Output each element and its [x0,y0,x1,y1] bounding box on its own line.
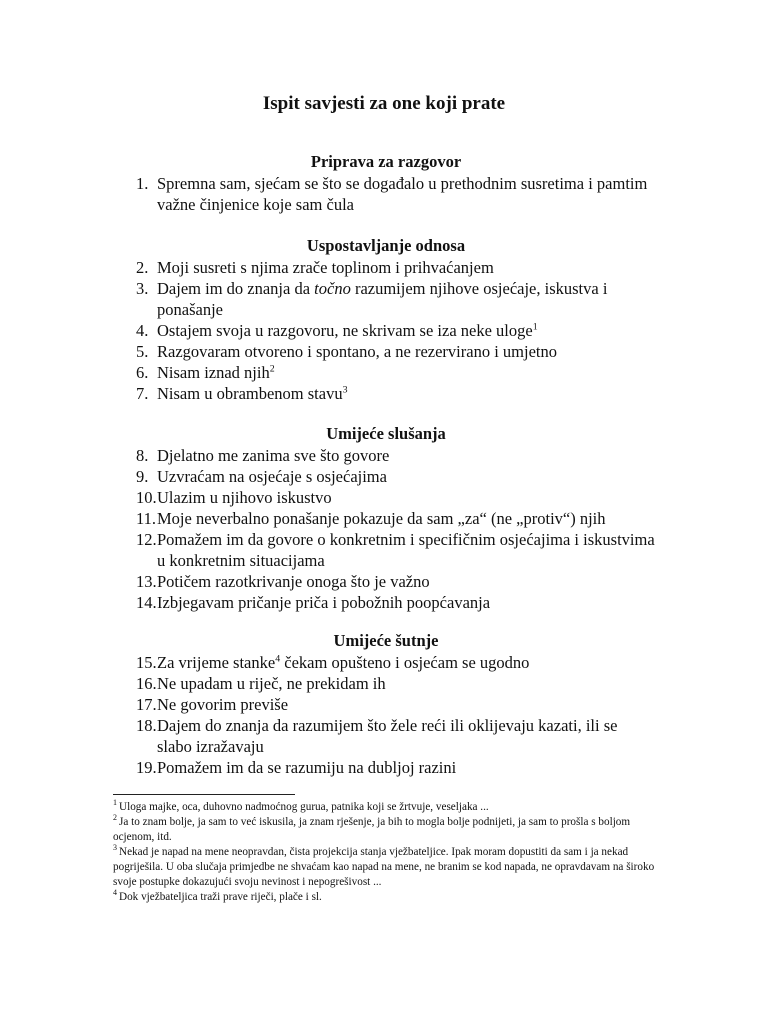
section-priprava [136,152,656,215]
footnote [113,890,658,905]
item-text: Moje neverbalno ponašanje pokazuje da sam „za“ (ne „protiv“) njih [157,509,606,528]
footnote-ref[interactable]: 3 [342,384,348,396]
item-text: Pomažem im da se razumiju na dubljoj razini [157,758,457,777]
item-number: 3. [136,279,149,298]
item-number: 4. [136,321,149,340]
section-slusanje [136,424,656,613]
list-item [136,173,656,215]
item-text-main: Ostajem svoja u razgovoru, ne skrivam se iza neke uloge [157,321,533,340]
footnote-mark: 1 [113,798,117,808]
list-item [136,715,656,757]
item-number: 12. [136,530,157,549]
footnote [113,800,658,815]
item-text: Djelatno me zanima sve što govore [157,446,390,465]
list-item [136,673,656,694]
footnote-text: Uloga majke, oca, duhovno nadmoćnog gurua, patnika koji se žrtvuje, veseljaka ... [119,801,489,813]
item-text-main: Nisam iznad njih [157,363,270,382]
item-text-post: čekam opušteno i osjećam se ugodno [280,653,530,672]
footnote-mark: 3 [113,843,117,853]
item-number: 13. [136,572,157,591]
item-number: 16. [136,674,157,693]
item-text [157,652,656,673]
footnote-separator [113,794,295,795]
item-number: 11. [136,509,157,528]
list-item [136,466,656,487]
list-item [136,757,656,778]
footnote-mark: 2 [113,813,117,823]
item-number: 2. [136,258,149,277]
item-number: 15. [136,653,157,672]
item-text-pre: Za vrijeme stanke [157,653,276,672]
section-heading: Uspostavljanje odnosa [306,236,466,255]
footnotes [113,800,658,905]
section-uspostavljanje [136,236,656,404]
list-item [136,694,656,715]
item-text-main: Nisam u obrambenom stavu [157,384,343,403]
section-heading: Umijeće šutnje [333,631,439,650]
list-item [136,508,656,529]
footnote-ref[interactable]: 4 [275,653,281,665]
item-number: 8. [136,446,149,465]
section-heading: Umijeće slušanja [326,424,446,443]
item-text-emphasis: točno [314,279,351,298]
item-text: Ne upadam u riječ, ne prekidam ih [157,674,386,693]
item-text [157,278,656,320]
item-number: 10. [136,488,157,507]
item-number: 18. [136,716,157,735]
footnote-text: Ja to znam bolje, ja sam to već iskusila, ja znam rješenje, ja bih to mogla bolje podnijeti, ja sam to prošla s boljom ocjenom, itd. [113,816,631,843]
footnote-text: Nekad je napad na mene neopravdan, čista projekcija stanja vježbateljice. Ipak moram dopustiti da sam i ja nekad pogriješila. U oba slučaja primjedbe ne shvaćam kao napad na mene, ne branim se kod napada, ne opravdavam na široko svoje postupke dokazujući svoju nevinost i nepogrešivost ... [113,846,655,888]
section-sutnja [136,631,656,778]
item-text: Uzvraćam na osjećaje s osjećajima [157,467,387,486]
item-number: 5. [136,342,149,361]
item-text: Izbjegavam pričanje priča i pobožnih poopćavanja [157,593,491,612]
item-text: Moji susreti s njima zrače toplinom i prihvaćanjem [157,258,494,277]
item-text [157,383,656,404]
list-item [136,592,656,613]
footnote-ref[interactable]: 1 [532,321,538,333]
footnote [113,845,658,890]
list-item [136,341,656,362]
item-text: Spremna sam, sjećam se što se događalo u prethodnim susretima i pamtim važne činjenice koje sam čula [157,174,648,214]
list-item [136,278,656,320]
list-item [136,383,656,404]
footnote-text: Dok vježbateljica traži prave riječi, plače i sl. [119,891,322,903]
item-number: 17. [136,695,157,714]
list-item [136,362,656,383]
item-text [157,362,656,383]
item-text: Dajem do znanja da razumijem što žele reći ili oklijevaju kazati, ili se slabo izražavaju [157,716,618,756]
list-item [136,320,656,341]
item-number: 9. [136,467,149,486]
item-number: 7. [136,384,149,403]
footnote-mark: 4 [113,888,117,898]
item-text-pre: Dajem im do znanja da [157,279,315,298]
item-text: Pomažem im da govore o konkretnim i specifičnim osjećajima i iskustvima u konkretnim situacijama [157,530,655,570]
list-item [136,571,656,592]
item-number: 6. [136,363,149,382]
footnote [113,815,658,845]
footnote-ref[interactable]: 2 [269,363,275,375]
item-text-post: razumijem njihove osjećaje, iskustva i ponašanje [157,279,608,319]
item-text [157,320,656,341]
list-item [136,487,656,508]
item-number: 19. [136,758,157,777]
list-item [136,257,656,278]
item-number: 14. [136,593,157,612]
list-item [136,652,656,673]
item-text: Ulazim u njihovo iskustvo [157,488,332,507]
item-number: 1. [136,174,149,193]
item-text: Razgovaram otvoreno i spontano, a ne rezervirano i umjetno [157,342,557,361]
item-text: Potičem razotkrivanje onoga što je važno [157,572,430,591]
document-title: Ispit savjesti za one koji prate [262,93,506,114]
list-item [136,529,656,571]
section-heading: Priprava za razgovor [310,152,462,171]
list-item [136,445,656,466]
item-text: Ne govorim previše [157,695,289,714]
